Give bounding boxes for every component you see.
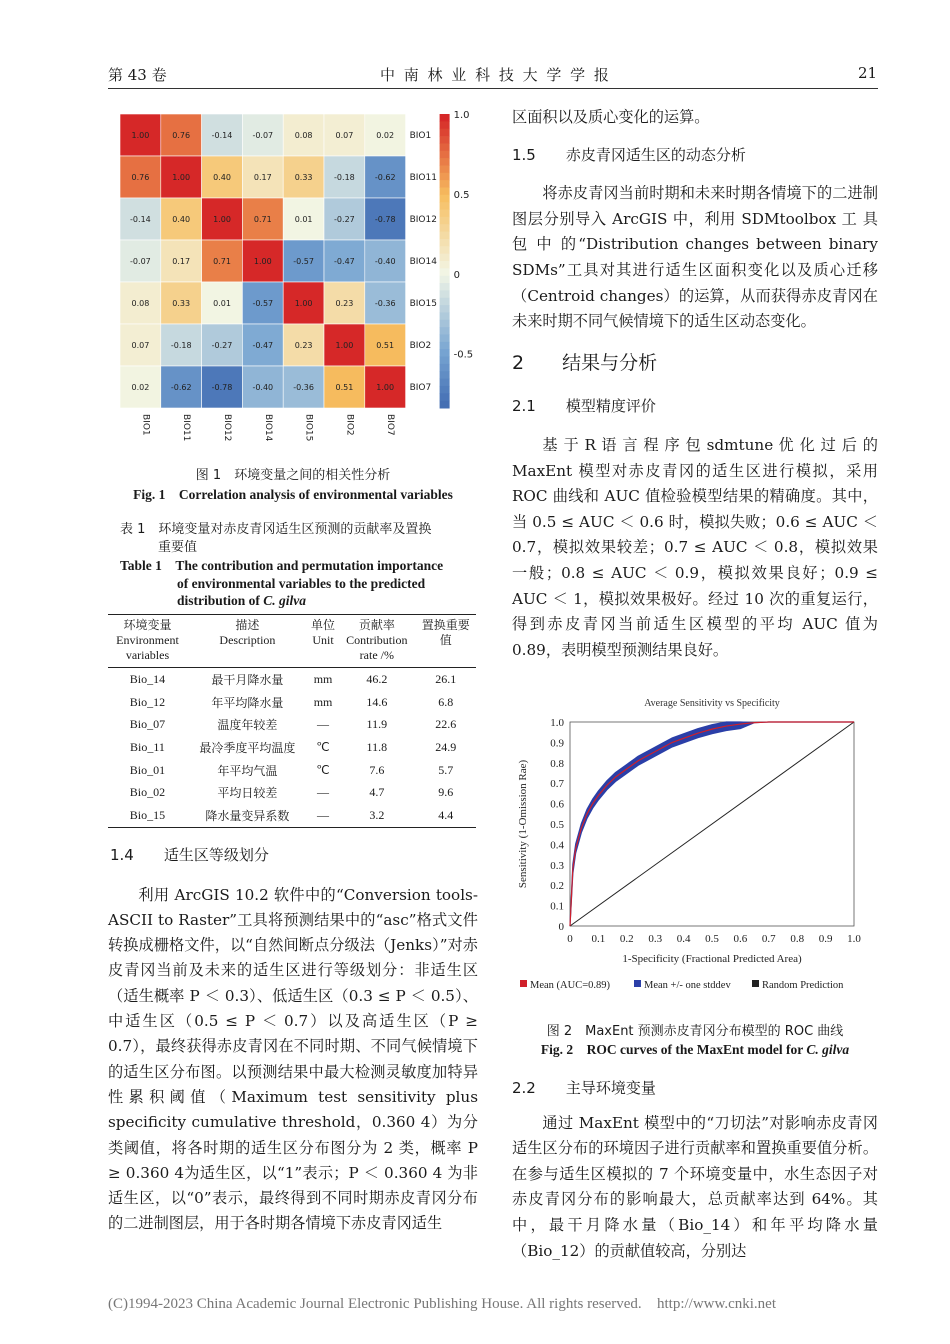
heatmap-col-label: BIO14 — [262, 414, 273, 442]
heatmap-value: -0.57 — [293, 257, 314, 266]
colorbar-segment — [440, 232, 450, 240]
header-rule — [108, 88, 878, 89]
heatmap-value: -0.78 — [374, 215, 396, 224]
table-cell: — — [317, 717, 330, 732]
colorbar-segment — [440, 129, 450, 137]
colorbar-segment — [440, 393, 450, 401]
table-row — [108, 781, 476, 804]
fig2-caption-en — [512, 1038, 878, 1058]
legend-label: Random Prediction — [762, 980, 844, 991]
right-column-bottom — [512, 1076, 878, 1264]
table-cell: Bio_15 — [108, 804, 187, 827]
fig2-caption-en-text: Fig. 2 ROC curves of the MaxEnt model for — [540, 1042, 807, 1057]
colorbar-segment — [440, 165, 450, 173]
heatmap-value: 1.00 — [253, 257, 272, 266]
colorbar-tick: 0 — [453, 269, 460, 281]
heatmap-value: -0.14 — [130, 215, 151, 224]
y-tick-label: 0.8 — [550, 757, 564, 770]
cnki-url: http://www.cnki.net — [657, 1296, 777, 1312]
x-axis-label: 1-Specificity (Fractional Predicted Area) — [622, 953, 802, 965]
table-cell: mm — [313, 694, 333, 709]
section-1-5-paragraph: 将赤皮青冈当前时期和未来时期各情境下的二进制图层分别导入 ArcGIS 中，利用 SDMtoolbox 工 具 包 中 的“Distribution changes between binary SDMs”工具对其进行适生区面积变化以及质心迁移（Centroid changes）的运算，从而获得赤皮青冈在未来时期不同气候情境下的适生区动态变化。 — [512, 184, 878, 331]
colorbar-segment — [440, 290, 450, 298]
table-row — [108, 713, 476, 736]
heatmap-value: -0.36 — [374, 299, 396, 308]
table-cell: 22.6 — [435, 717, 457, 732]
table-cell: ℃ — [316, 739, 330, 754]
colorbar-segment — [440, 342, 450, 350]
heatmap-row-label: BIO14 — [409, 257, 437, 267]
random-prediction-line — [570, 722, 854, 926]
colorbar-segment — [440, 136, 450, 144]
colorbar-tick: -0.5 — [453, 349, 474, 361]
colorbar-segment — [440, 202, 450, 210]
heatmap-value: -0.62 — [374, 173, 396, 182]
table-cell: 11.8 — [366, 739, 388, 754]
table-cell: 年平均气温 — [217, 763, 278, 778]
colorbar-segment — [440, 173, 450, 181]
x-tick-label: 0.6 — [733, 933, 748, 945]
table-cell: — — [308, 804, 338, 827]
section-2-1-heading: 2.1 模型精度评价 — [512, 397, 656, 416]
colorbar-segment — [440, 283, 450, 291]
page-number: 21 — [858, 64, 878, 82]
heatmap-value: -0.14 — [211, 131, 233, 140]
table-row — [108, 804, 476, 827]
y-axis-label: Sensitivity (1-Omission Rae) — [517, 759, 529, 889]
colorbar-segment — [440, 357, 450, 365]
table-cell: 9.6 — [438, 785, 454, 800]
table1-title-en — [120, 557, 443, 610]
section-2-1-paragraph: 基 于 R 语 言 程 序 包 sdmtune 优 化 过 后 的 MaxEnt 模型对赤皮青冈的适生区进行模拟，采用 ROC 曲线和 AUC 值检验模型结果的精确度。其中，当 0.5 ≤ AUC ＜ 0.6 时，模拟失败；0.6 ≤ AUC ＜ 0.7，模拟效果较差；0.7 ≤ AUC ＜ 0.8，模拟效果一般；0.8 ≤ AUC ＜ 0.9，模拟效果良好；0.9 ≤ AUC ＜ 1，模拟效果极好。经过 10 次的重复运行，得到赤皮青冈当前适生区模型的平均 AUC 值为 0.89，表明模型预测结果良好。 — [512, 435, 878, 659]
table-cell: ℃ — [316, 762, 330, 777]
table1-header-cell: 置换重要 值 — [415, 615, 476, 668]
heatmap-value: -0.57 — [252, 299, 274, 308]
colorbar-segment — [440, 268, 450, 276]
colorbar-segment — [440, 188, 450, 196]
heatmap-value: 0.51 — [335, 383, 354, 392]
colorbar-segment — [440, 327, 450, 335]
table1-header-cell: 单位 Unit — [308, 615, 338, 668]
colorbar-tick: 1.0 — [453, 110, 470, 121]
table-row — [108, 691, 476, 714]
colorbar-segment — [440, 364, 450, 372]
table1-header-cell: 描述 Description — [187, 615, 308, 668]
heatmap-value: -0.62 — [170, 383, 192, 392]
colorbar-segment — [440, 217, 450, 225]
heatmap-value: 1.00 — [213, 215, 231, 224]
table-cell: 最冷季度平均温度 — [199, 740, 296, 755]
colorbar-segment — [440, 335, 450, 343]
heatmap-row-label: BIO1 — [409, 131, 432, 141]
heatmap-value: 0.23 — [335, 299, 354, 308]
section-1-4-paragraph: 利用 ArcGIS 10.2 软件中的“Conversion tools-ASCII to Raster”工具将预测结果中的“asc”格式文件转换成栅格文件，以“自然间断点分级法（Jenks）”对赤皮青冈当前及未来的适生区进行等级划分：非适生区（适生概率 P ＜ 0.3）、低适生区（0.3 ≤ P ＜ 0.5）、中适生区（0.5 ≤ P ＜ 0.7）以及高适生区（P ≥ 0.7），最终获得赤皮青冈在不同时期、不同气候情境下的适生区分布图。以预测结果中最大检测灵敏度加特异性累积阈值（Maximum test sensitivity plus specificity cumulative threshold，0.360 4）为分类阈值，将各时期的适生区分布图分为 2 类，概率 P ≥ 0.360 4为适生区，以“1”表示；P ＜ 0.360 4 为非适生区，以“0”表示，最终得到不同时期赤皮青冈分布的二进制图层，用于各时期各情境下赤皮青冈适生 — [108, 885, 478, 1233]
heatmap-value: 0.08 — [131, 299, 150, 308]
heatmap-value: -0.47 — [252, 341, 274, 350]
heatmap-value: 0.02 — [131, 383, 150, 392]
table-cell: Bio_11 — [130, 739, 165, 754]
colorbar-segment — [440, 143, 450, 151]
y-tick-label: 0.1 — [550, 900, 564, 913]
x-tick-label: 1.0 — [847, 933, 861, 945]
table-1 — [108, 614, 476, 828]
table-cell: — — [317, 785, 330, 800]
table-cell: 温度年较差 — [217, 718, 278, 733]
heatmap-value: -0.40 — [252, 383, 274, 392]
table-cell: Bio_01 — [129, 762, 166, 777]
heatmap-value: 1.00 — [335, 341, 354, 350]
heatmap-value: -0.07 — [252, 131, 274, 140]
y-tick-label: 0.5 — [550, 819, 564, 831]
table1-title-cn-line1: 表 1 环境变量对赤皮青冈适生区预测的贡献率及置换 — [120, 522, 432, 537]
table1-title-cn-line2: 重要值 — [158, 540, 198, 555]
heatmap-col-label: BIO15 — [303, 414, 314, 442]
heatmap-value: -0.40 — [374, 257, 396, 266]
heatmap-value: -0.78 — [211, 383, 233, 392]
colorbar-segment — [440, 151, 450, 159]
colorbar-tick: 0.5 — [453, 189, 470, 201]
heatmap-value: 0.07 — [131, 341, 150, 350]
table1-header-row — [108, 615, 476, 668]
y-tick-label: 0.4 — [550, 839, 564, 852]
table-row — [108, 668, 476, 691]
table-cell: 7.6 — [369, 762, 385, 777]
colorbar-segment — [440, 158, 450, 166]
colorbar-segment — [440, 224, 450, 232]
x-tick-label: 0.7 — [761, 933, 776, 945]
heatmap-value: 0.17 — [253, 173, 272, 182]
heatmap-value: 0.02 — [376, 131, 395, 140]
heatmap-value: -0.36 — [293, 383, 314, 392]
table-cell: 3.2 — [338, 804, 415, 827]
x-tick-label: 0.1 — [591, 933, 606, 945]
figure-2 — [512, 690, 878, 1010]
right-paragraph-cont: 区面积以及质心变化的运算。 — [512, 108, 710, 126]
fig1-caption-en: Fig. 1 Correlation analysis of environmental variables — [133, 487, 453, 502]
section-2-heading: 2 结果与分析 — [512, 351, 658, 374]
heatmap-row-label: BIO12 — [409, 215, 437, 225]
heatmap-value: 0.23 — [294, 341, 313, 350]
heatmap-value: -0.27 — [211, 341, 233, 350]
x-tick-label: 0.2 — [619, 933, 634, 945]
heatmap-value: 1.00 — [131, 131, 150, 140]
table-cell: 最干月降水量 — [211, 672, 284, 687]
colorbar-segment — [440, 305, 450, 313]
table-cell: Bio_12 — [129, 694, 166, 709]
y-tick-label: 0.2 — [550, 880, 564, 893]
table1-title-en-line3: distribution of — [177, 593, 264, 608]
heatmap-value: -0.18 — [334, 173, 355, 182]
copyright-footer: (C)1994-2023 China Academic Journal Electronic Publishing House. All rights reserved. — [108, 1296, 642, 1312]
section-1-5-heading: 1.5 赤皮青冈适生区的动态分析 — [512, 145, 746, 164]
table-cell: 4.7 — [369, 785, 385, 800]
heatmap-value: 0.17 — [172, 257, 191, 266]
heatmap-value: -0.27 — [334, 215, 355, 224]
heatmap-col-label: BIO1 — [140, 414, 151, 436]
table1-title-en-line2: of environmental variables to the predicted — [177, 575, 426, 591]
fig2-species: C. gilva — [806, 1042, 850, 1057]
table-cell: mm — [313, 671, 333, 686]
table-cell: 5.7 — [438, 762, 454, 777]
colorbar-segment — [440, 239, 450, 247]
heatmap-value: -0.47 — [334, 257, 355, 266]
species-name: C. gilva — [263, 593, 307, 608]
table-cell: 14.6 — [366, 694, 388, 709]
table-cell: 46.2 — [366, 671, 388, 686]
legend-swatch — [752, 980, 759, 987]
heatmap-value: 0.51 — [376, 341, 395, 350]
legend-swatch — [520, 980, 527, 987]
y-tick-label: 0.6 — [550, 798, 564, 811]
heatmap-row-label: BIO2 — [409, 341, 432, 351]
y-tick-label: 0.9 — [550, 737, 564, 750]
heatmap-value: 0.71 — [253, 215, 272, 224]
colorbar-segment — [440, 114, 450, 122]
heatmap-value: 0.76 — [131, 173, 150, 182]
heatmap-col-label: BIO11 — [181, 414, 192, 442]
table-cell: Bio_07 — [129, 717, 166, 732]
heatmap-value: 0.08 — [294, 131, 313, 140]
table1-title-cn — [120, 521, 431, 557]
colorbar-segment — [440, 371, 450, 379]
section-2-2-heading: 2.2 主导环境变量 — [512, 1079, 656, 1097]
heatmap-value: 0.33 — [294, 173, 313, 182]
heatmap-value: 0.71 — [213, 257, 231, 266]
table1-header-cell: 环境变量 Environment variables — [108, 615, 187, 668]
colorbar-segment — [440, 246, 450, 254]
heatmap-value: 1.00 — [294, 299, 313, 308]
left-column — [108, 843, 478, 1237]
heatmap-value: -0.18 — [170, 341, 192, 350]
table1-header — [108, 615, 476, 668]
roc-chart — [512, 690, 878, 1010]
table-cell: 26.1 — [435, 671, 457, 686]
table-cell: 24.9 — [435, 739, 457, 754]
table-cell: 年平均降水量 — [211, 695, 284, 710]
legend-swatch — [634, 980, 641, 987]
fig1-caption-cn: 图 1 环境变量之间的相关性分析 — [195, 468, 391, 483]
table-cell: Bio_14 — [129, 671, 166, 686]
y-tick-label: 0.7 — [550, 778, 564, 791]
colorbar-segment — [440, 312, 450, 320]
heatmap-value: 0.33 — [172, 299, 191, 308]
heatmap-value: 0.40 — [172, 215, 191, 224]
section-2-2-paragraph: 通过 MaxEnt 模型中的“刀切法”对影响赤皮青冈适生区分布的环境因子进行贡献率和置换重要值分析。在参与适生区模拟的 7 个环境变量中，水生态因子对赤皮青冈分布的影响最大，总贡献率达到 64%。其中，最干月降水量（Bio_14）和年平均降水量（Bio_12）的贡献值较高，分别达 — [512, 1113, 878, 1260]
heatmap-value: 0.07 — [335, 131, 354, 140]
volume-label: 第 43 卷 — [108, 66, 167, 84]
heatmap-col-label: BIO7 — [385, 414, 396, 436]
heatmap-value: -0.07 — [130, 257, 151, 266]
table-row — [108, 736, 476, 759]
colorbar-segment — [440, 180, 450, 188]
colorbar-segment — [440, 401, 450, 409]
y-tick-label: 0 — [558, 921, 564, 933]
table-cell: 降水量变异系数 — [187, 804, 308, 827]
heatmap-value: 0.76 — [172, 131, 191, 140]
table-cell: 6.8 — [438, 694, 454, 709]
x-tick-label: 0.8 — [790, 933, 805, 945]
colorbar-segment — [440, 349, 450, 357]
y-tick-label: 1.0 — [550, 717, 564, 729]
heatmap-col-label: BIO12 — [222, 414, 232, 442]
colorbar-segment — [440, 261, 450, 269]
table1-title-en-line1: Table 1 The contribution and permutation importance — [120, 558, 444, 573]
x-tick-label: 0.4 — [676, 933, 691, 945]
x-tick-label: 0.9 — [818, 933, 833, 945]
table-cell: Bio_02 — [129, 785, 166, 800]
table1-header-cell: 贡献率 Contribution rate /% — [338, 615, 415, 668]
heatmap-row-label: BIO11 — [409, 173, 437, 183]
chart-title: Average Sensitivity vs Specificity — [644, 698, 780, 709]
table-cell: 11.9 — [366, 717, 388, 732]
heatmap-col-label: BIO2 — [344, 414, 355, 436]
colorbar-segment — [440, 298, 450, 306]
x-tick-label: 0.5 — [705, 933, 719, 945]
table1-body — [108, 668, 476, 828]
colorbar-segment — [440, 276, 450, 284]
x-tick-label: 0 — [567, 933, 573, 945]
table-cell: 平均日较差 — [217, 786, 278, 801]
legend-label: Mean +/- one stddev — [644, 980, 731, 991]
x-tick-label: 0.3 — [648, 933, 663, 945]
correlation-heatmap — [108, 108, 478, 448]
heatmap-row-label: BIO7 — [409, 383, 432, 393]
section-1-4-heading: 1.4 适生区等级划分 — [110, 846, 269, 864]
heatmap-value: 1.00 — [172, 173, 191, 182]
heatmap-value: 1.00 — [376, 383, 395, 392]
heatmap-value: 0.40 — [213, 173, 231, 182]
heatmap-value: 0.01 — [213, 299, 231, 308]
table-row — [108, 759, 476, 782]
figure-1 — [108, 108, 478, 448]
colorbar-segment — [440, 195, 450, 203]
y-tick-label: 0.3 — [550, 859, 564, 872]
fig2-caption-cn: 图 2 MaxEnt 预测赤皮青冈分布模型的 ROC 曲线 — [546, 1024, 844, 1039]
colorbar-segment — [440, 121, 450, 129]
heatmap-value: 0.01 — [294, 215, 313, 224]
colorbar-segment — [440, 386, 450, 394]
legend-label: Mean (AUC=0.89) — [530, 980, 610, 991]
table-cell: 4.4 — [415, 804, 476, 827]
colorbar-segment — [440, 320, 450, 328]
colorbar-segment — [440, 254, 450, 262]
heatmap-row-label: BIO15 — [409, 299, 437, 309]
journal-title: 中 南 林 业 科 技 大 学 学 报 — [380, 66, 611, 84]
colorbar-segment — [440, 210, 450, 218]
right-column-top — [512, 105, 878, 663]
colorbar-segment — [440, 379, 450, 387]
